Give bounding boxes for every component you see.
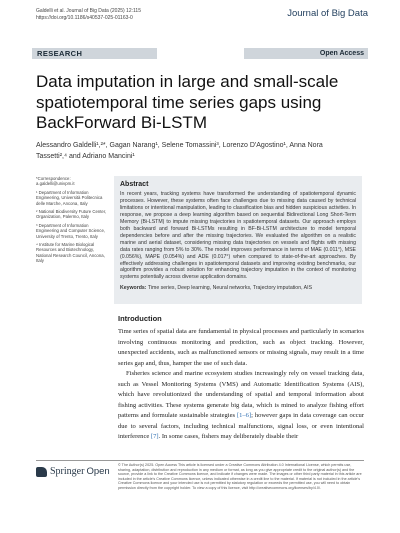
citation-link-1-6[interactable]: [1–6] <box>236 412 252 419</box>
introduction-body <box>118 327 364 443</box>
intro-p2-text-b: ; however gaps in data coverage can occur due to several factors, including technical malfunctions, signal loss, or even intentional interference <box>118 412 365 440</box>
header-year-volume: (2025) 12:115 <box>110 8 141 14</box>
footer-divider <box>36 460 364 461</box>
running-header <box>36 8 141 21</box>
intro-paragraph-2 <box>118 369 364 443</box>
correspondence-email[interactable]: a.galdelli@univpm.it <box>36 181 75 187</box>
journal-name: Journal of Big Data <box>287 8 368 19</box>
header-doi-link[interactable]: https://doi.org/10.1186/s40537-025-01163-0 <box>36 14 133 21</box>
citation-link-7[interactable]: [7] <box>150 433 159 440</box>
correspondence-label: *Correspondence: <box>36 176 71 181</box>
affiliation-1: ¹ Department of Information Engineering, Università Politecnica delle Marche, Ancona, Italy <box>36 189 103 206</box>
logo-springer-text: Springer <box>50 466 85 477</box>
keywords-label: Keywords: <box>120 285 147 292</box>
springer-horse-icon <box>36 467 47 477</box>
logo-open-text: Open <box>86 466 110 477</box>
intro-p2-text-c: . In some cases, fishers may deliberately disable their <box>158 433 299 440</box>
article-title: Data imputation in large and small-scale spatiotemporal time series gaps using BackForward Bi-LSTM <box>36 72 339 132</box>
keywords-list: Time series, Deep learning, Neural networks, Trajectory imputation, AIS <box>147 285 313 292</box>
affiliations-sidebar <box>36 176 110 267</box>
research-badge: RESEARCH <box>32 48 157 59</box>
abstract-box <box>114 176 362 304</box>
intro-p2-text-a: Fisheries science and marine ecosystem studies increasingly rely on vessel tracking data, such as Vessel Monitoring Systems (VMS) and Automatic Identification Systems (AIS), which have revolutionized the understanding of spatial and temporal information about fishing activities. These systems generate big data, which is mined to analyze fishing effort patterns and formulate sustainable strategies <box>118 370 364 419</box>
author-list: Alessandro Galdelli¹,²*, Gagan Narang¹, Selene Tomassini³, Lorenzo D'Agostino¹, Anna Nora Tassetti²,⁴ and Adriano Mancini¹ <box>36 142 323 160</box>
abstract-text: In recent years, tracking systems have transformed the understanding of spatiotemporal dynamic processes. However, these systems often face challenges due to missing data caused by technical limitations or intentional manipulation, leading to classification bias and hidden suspicious activities. In response, we propose a deep learning algorithm based on sequential Bidirectional Long Short-Term Memory (Bi-LSTM) to impute missing trajectories in spatiotemporal datasets. Our approach employs both backward and forward Bi-LSTMs resulting in BF-Bi-LSTM architecture to model temporal dependencies before and after the missing trajectories. We evaluated the algorithm on a realistic marine and aerial dataset, considering missing data trajectories on vessels and flights with missing data rates ranging from 5% to 30%. The model improves performance in terms of MAE (0.011°), MSE (0.056%), MAPE (0.054%) and ADE (0.017°) when compared to state-of-the-art approaches. By effectively addressing challenges in spatiotemporal datasets and improving existing benchmarks, our algorithm provides a robust solution for enhancing trajectory imputation in the context of monitoring systems potentially across diverse application domains. <box>120 191 356 281</box>
keywords-line <box>120 285 356 292</box>
intro-paragraph-1: Time series of spatial data are fundamental in physical processes and particularly in scenarios involving continuous monitoring and prediction, such as object tracking. However, unexpected accidents, such as malfunctioned sensors or missing signals, may result in a time series gap and, thus, hamper the use of such data. <box>118 328 364 367</box>
open-access-badge: Open Access <box>244 48 368 59</box>
affiliation-3: ³ Department of Information Engineering and Computer Science, University of Trento, Trento, Italy <box>36 222 106 239</box>
affiliation-2: ² National Biodiversity Future Center, Organization, Palermo, Italy <box>36 209 107 220</box>
header-authors: Galdelli et al. Journal of Big Data <box>36 8 109 14</box>
license-text: © The Author(s) 2025. Open Access This article is licensed under a Creative Commons Attribution 4.0 International License, which permits use, sharing, adaptation, distribution and reproduction in any medium or format, as long as you give appropriate credit to the original author(s) and the source, provide a link to the Creative Commons licence, and indicate if changes were made. The images or other third party material in this article are included in the article's Creative Commons licence, unless indicated otherwise in a credit line to the material. If material is not included in the article's Creative Commons licence and your intended use is not permitted by statutory regulation or exceeds the permitted use, you will need to obtain permission directly from the copyright holder. To view a copy of this licence, visit http://creativecommons.org/licenses/by/4.0/. <box>118 463 362 490</box>
springer-open-logo <box>36 466 110 477</box>
abstract-heading: Abstract <box>120 181 149 188</box>
introduction-heading: Introduction <box>118 314 162 323</box>
affiliation-4: ⁴ Institute for Marine Biological Resources and Biotechnology, National Research Council, Ancona, Italy <box>36 242 105 264</box>
article-type-bar <box>32 48 368 59</box>
